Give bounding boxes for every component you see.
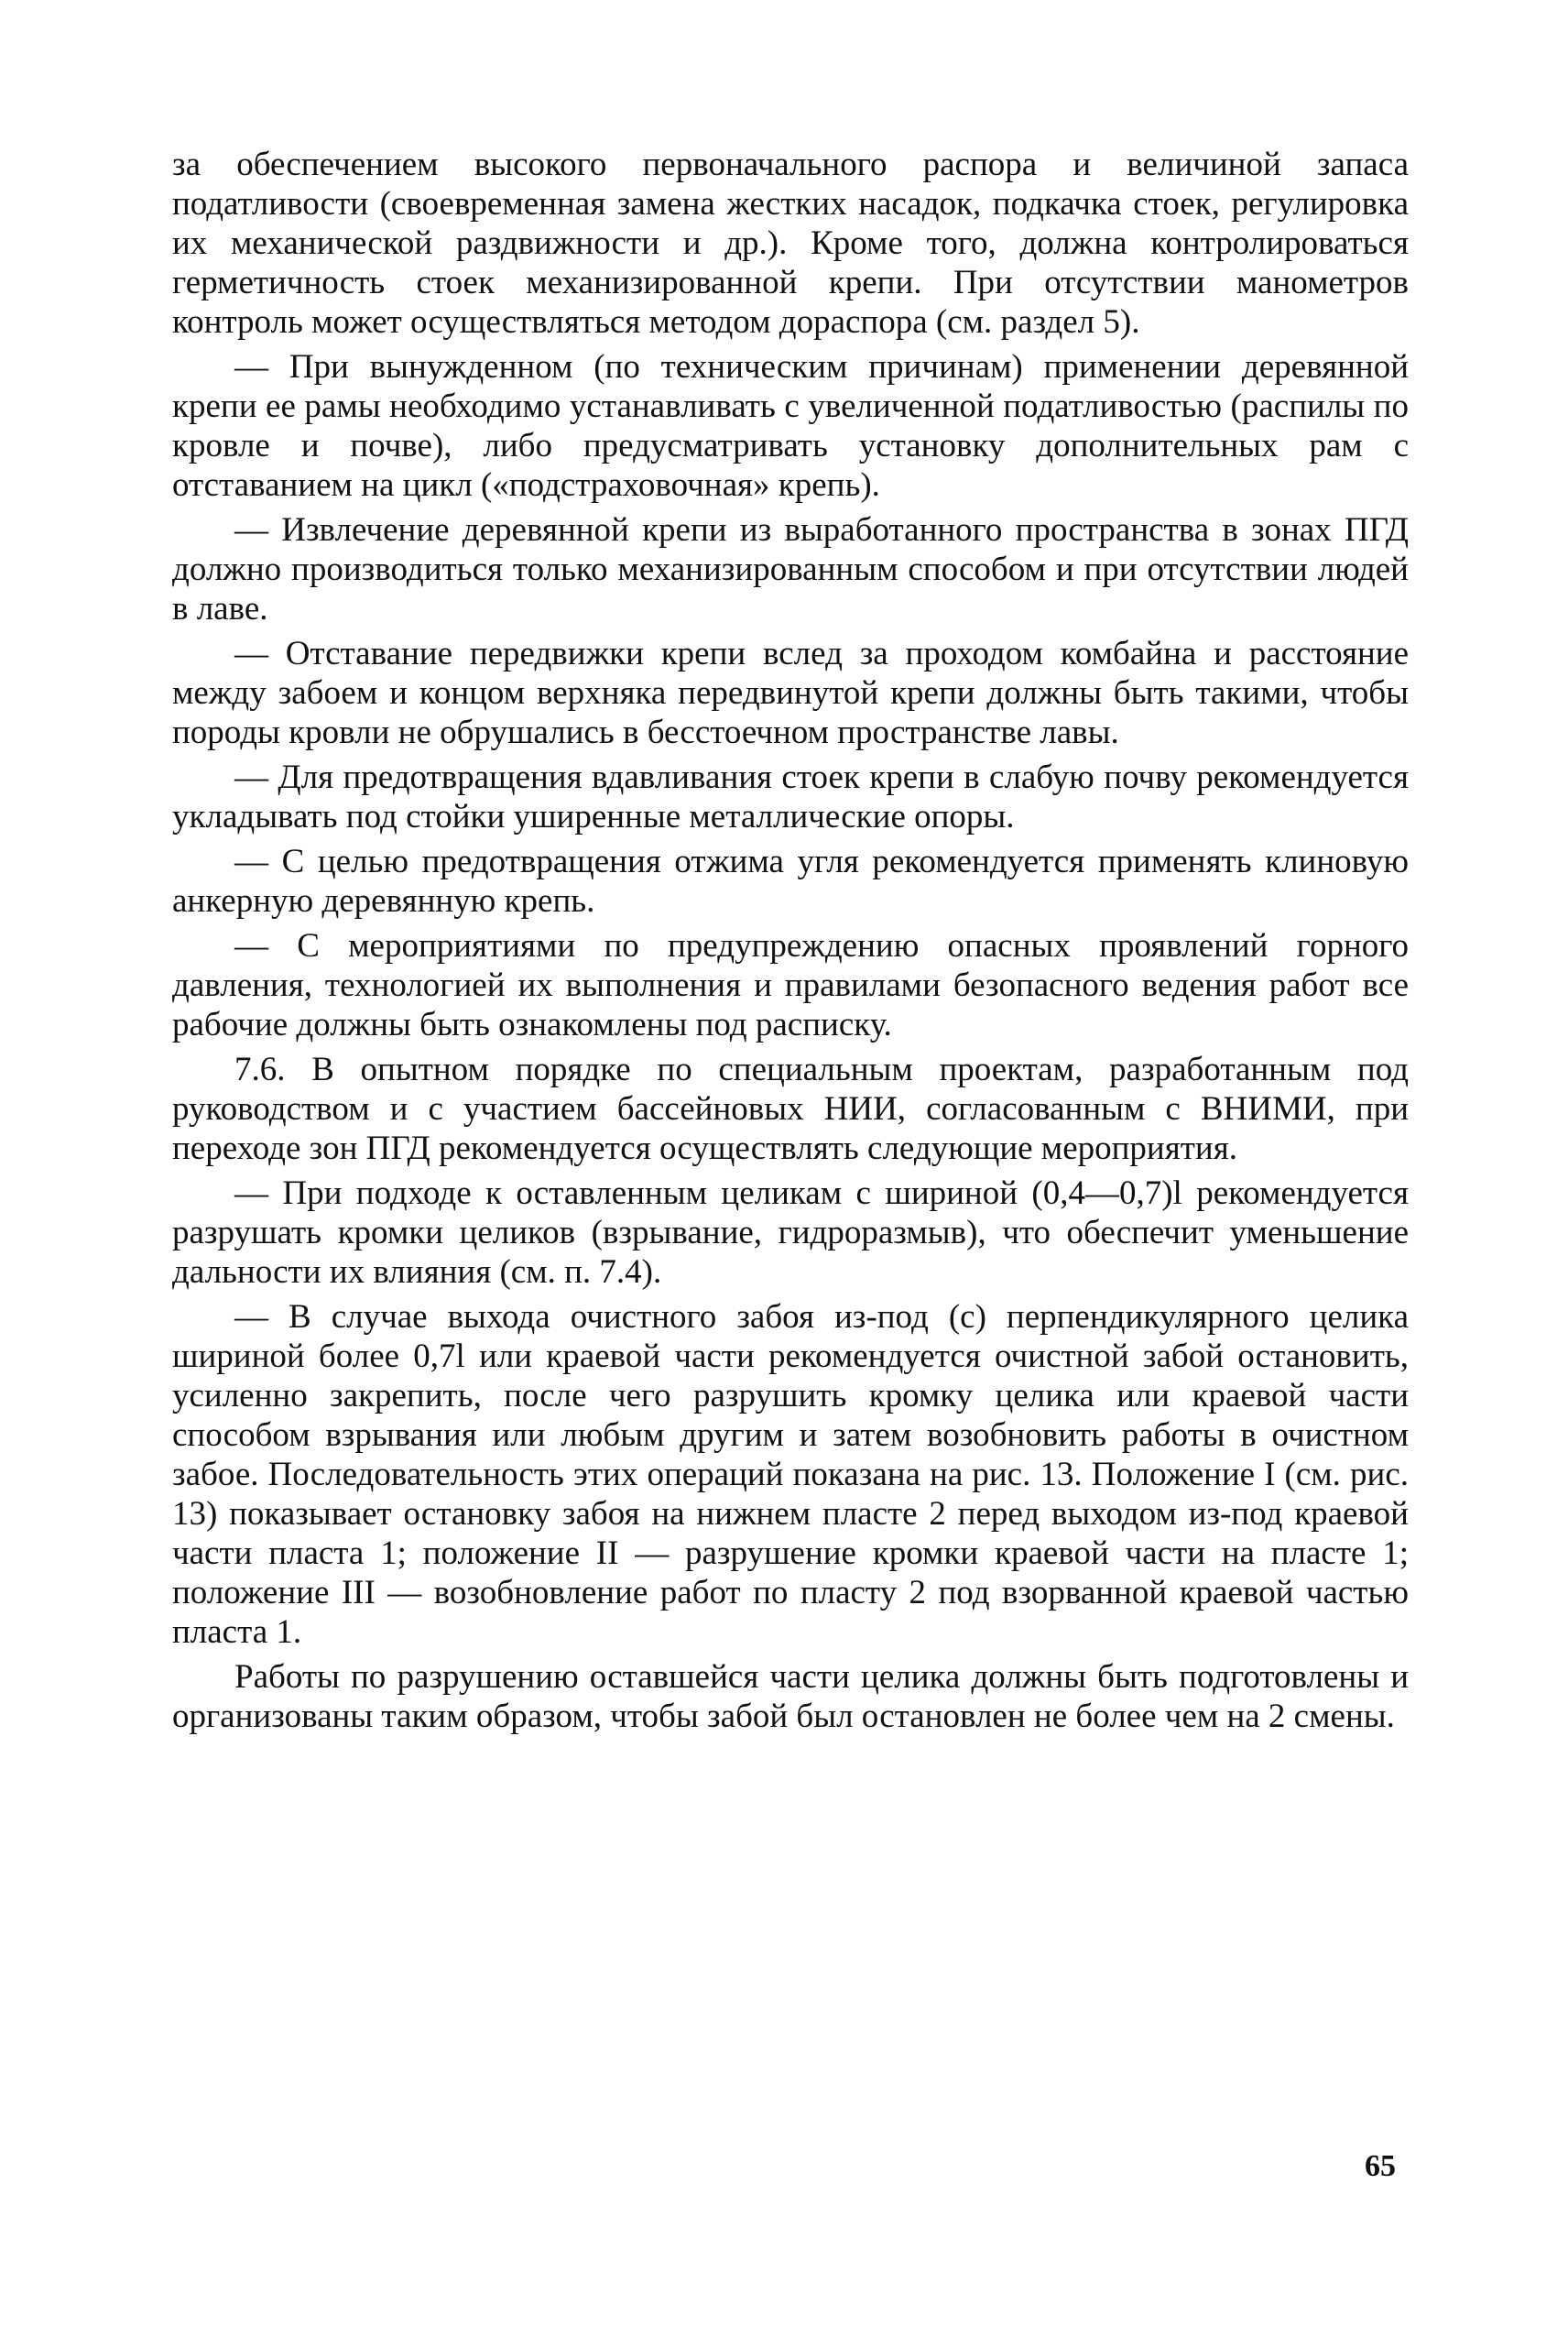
page-body: [172, 145, 1409, 1742]
paragraph-9: — При подходе к оставленным целикам с шириной (0,4—0,7)l рекомендуется разрушать кромки целиков (взрывание, гидроразмыв), что обеспечит уменьшение дальности их влияния (см. п. 7.4).: [172, 1174, 1409, 1291]
paragraph-5: — Для предотвращения вдавливания стоек крепи в слабую почву рекомендуется укладывать под стойки уширенные металлические опоры.: [172, 759, 1409, 835]
paragraph-1: за обеспечением высокого первоначального распора и величиной запаса податливости (своевременная замена жестких насадок, подкачка стоек, регулировка их механической раздвижности и др.). Кроме того, должна контролироваться герметичность стоек механизированной крепи. При отсутствии манометров контроль может осуществляться методом дораспора (см. раздел 5).: [172, 146, 1409, 341]
paragraph-10: — В случае выхода очистного забоя из-под (с) перпендикулярного целика шириной более 0,7l или краевой части рекомендуется очистной забой остановить, усиленно закрепить, после чего разрушить кромку целика или краевой части способом взрывания или любым другим и затем возобновить работы в очистном забое. Последовательность этих операций показана на рис. 13. Положение I (см. рис. 13) показывает остановку забоя на нижнем пласте 2 перед выходом из-под краевой части пласта 1; положение II — разрушение кромки краевой части на пласте 1; положение III — возобновление работ по пласту 2 под взорванной краевой частью пласта 1.: [172, 1298, 1409, 1651]
paragraph-2: — При вынужденном (по техническим причинам) применении деревянной крепи ее рамы необходимо устанавливать с увеличенной податливостью (распилы по кровле и почве), либо предусматривать установку дополнительных рам с отставанием на цикл («подстраховочная» крепь).: [172, 348, 1409, 504]
paragraph-11: Работы по разрушению оставшейся части целика должны быть подготовлены и организованы таким образом, чтобы забой был остановлен не более чем на 2 смены.: [172, 1658, 1409, 1735]
paragraph-3: — Извлечение деревянной крепи из выработанного пространства в зонах ПГД должно производиться только механизированным способом и при отсутствии людей в лаве.: [172, 511, 1409, 628]
page-number: 65: [1365, 2149, 1396, 2183]
paragraph-7: — С мероприятиями по предупреждению опасных проявлений горного давления, технологией их выполнения и правилами безопасного ведения работ все рабочие должны быть ознакомлены под расписку.: [172, 927, 1409, 1043]
paragraph-6: — С целью предотвращения отжима угля рекомендуется применять клиновую анкерную деревянную крепь.: [172, 843, 1409, 920]
paragraph-4: — Отставание передвижки крепи вслед за проходом комбайна и расстояние между забоем и концом верхняка передвинутой крепи должны быть такими, чтобы породы кровли не обрушались в бесстоечном пространстве лавы.: [172, 635, 1409, 751]
paragraph-8: 7.6. В опытном порядке по специальным проектам, разработанным под руководством и с участием бассейновых НИИ, согласованным с ВНИМИ, при переходе зон ПГД рекомендуется осуществлять следующие мероприятия.: [172, 1051, 1409, 1167]
